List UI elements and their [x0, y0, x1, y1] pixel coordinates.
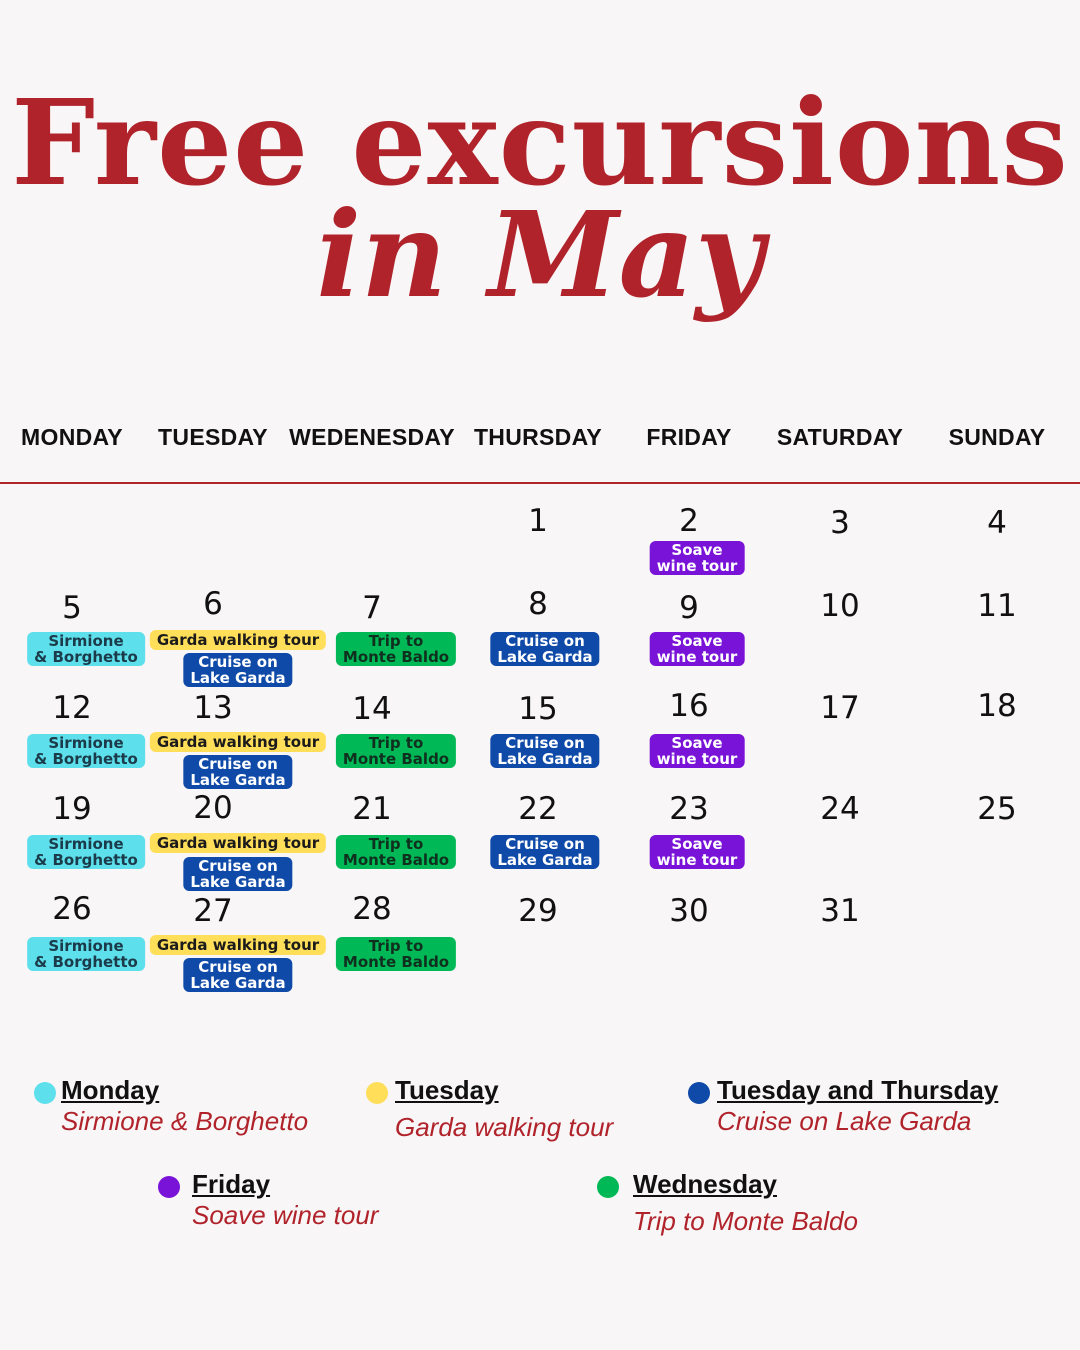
tag-cruise-lake-garda[interactable] [490, 734, 599, 768]
tag-line: Trip to [368, 632, 424, 650]
tag-line: Lake Garda [190, 974, 286, 992]
title-line-1: Free excursions [11, 73, 1069, 212]
legend-tue-thu-tour: Cruise on Lake Garda [717, 1106, 972, 1136]
weekday-sunday: SUNDAY [948, 424, 1046, 450]
tag-sirmione-borghetto[interactable] [27, 937, 145, 971]
day-number: 4 [987, 505, 1007, 541]
day-number: 28 [352, 891, 392, 927]
weekday-thursday: THURSDAY [473, 424, 603, 450]
tag-line: wine tour [656, 750, 738, 768]
tag-line: & Borghetto [34, 648, 138, 666]
weekday-saturday: SATURDAY [776, 424, 904, 450]
tag-line: Monte Baldo [342, 648, 450, 666]
legend-monday-title: Monday [61, 1075, 160, 1105]
day-number: 13 [193, 690, 233, 726]
tag-line: wine tour [656, 851, 738, 869]
header-divider [0, 482, 1080, 484]
tag-cruise-lake-garda[interactable] [183, 958, 292, 992]
day-number: 1 [528, 503, 548, 539]
legend-wednesday-tour: Trip to Monte Baldo [633, 1206, 858, 1236]
legend-dot-yellow [366, 1082, 388, 1104]
weekday-friday: FRIDAY [646, 424, 732, 450]
tag-monte-baldo[interactable] [336, 835, 456, 869]
tag-line: & Borghetto [34, 851, 138, 869]
tag-line: Monte Baldo [342, 851, 450, 869]
tag-line: Monte Baldo [342, 953, 450, 971]
day-number: 15 [518, 691, 558, 727]
tag-line: Soave [671, 541, 723, 559]
day-number: 10 [820, 588, 860, 624]
tag-line: Cruise on [505, 835, 585, 853]
tag-line: Monte Baldo [342, 750, 450, 768]
day-number: 2 [679, 503, 699, 539]
tag-garda-walking-tour[interactable] [150, 630, 326, 650]
day-number: 6 [203, 586, 223, 622]
tag-line: Sirmione [48, 835, 124, 853]
day-number: 12 [52, 690, 92, 726]
tag-line: Cruise on [198, 755, 278, 773]
tag-cruise-lake-garda[interactable] [183, 653, 292, 687]
day-number: 17 [820, 690, 860, 726]
tag-cruise-lake-garda[interactable] [490, 632, 599, 666]
tag-line: Cruise on [505, 734, 585, 752]
legend-friday-tour: Soave wine tour [192, 1200, 379, 1230]
day-number: 31 [820, 893, 860, 929]
day-number: 29 [518, 893, 558, 929]
tag-garda-walking-tour[interactable] [150, 833, 326, 853]
tag-line: Soave [671, 835, 723, 853]
tag-line: wine tour [656, 557, 738, 575]
tag-line: & Borghetto [34, 750, 138, 768]
legend-wednesday-title: Wednesday [633, 1169, 778, 1199]
tag-line: Lake Garda [497, 648, 593, 666]
tag-garda-walking-tour[interactable] [150, 732, 326, 752]
tag-monte-baldo[interactable] [336, 937, 456, 971]
day-number: 14 [352, 691, 392, 727]
day-number: 8 [528, 586, 548, 622]
title-line-2: in May [316, 185, 764, 324]
weekday-monday: MONDAY [21, 424, 123, 450]
tag-line: Lake Garda [190, 669, 286, 687]
tag-cruise-lake-garda[interactable] [183, 857, 292, 891]
day-number: 25 [977, 791, 1017, 827]
tag-sirmione-borghetto[interactable] [27, 835, 145, 869]
tag-line: Cruise on [198, 653, 278, 671]
legend-tuesday-tour: Garda walking tour [395, 1112, 614, 1142]
tag-soave-wine-tour[interactable] [650, 835, 745, 869]
tag-line: Garda walking tour [156, 936, 320, 954]
day-number: 7 [362, 590, 382, 626]
weekday-wednesday: WEDENESDAY [289, 424, 455, 450]
tag-line: Garda walking tour [156, 631, 320, 649]
legend-dot-purple [158, 1176, 180, 1198]
tag-line: wine tour [656, 648, 738, 666]
tag-line: Cruise on [505, 632, 585, 650]
day-number: 16 [669, 688, 709, 724]
tag-line: Garda walking tour [156, 834, 320, 852]
day-number: 9 [679, 590, 699, 626]
tag-line: Sirmione [48, 734, 124, 752]
tag-line: Trip to [368, 937, 424, 955]
day-number: 20 [193, 790, 233, 826]
tag-cruise-lake-garda[interactable] [183, 755, 292, 789]
day-number: 26 [52, 891, 92, 927]
day-number: 27 [193, 893, 233, 929]
tag-soave-wine-tour[interactable] [650, 632, 745, 666]
day-number: 21 [352, 791, 392, 827]
legend-tuesday-title: Tuesday [395, 1075, 499, 1105]
legend-dot-green [597, 1176, 619, 1198]
tag-line: Soave [671, 632, 723, 650]
day-number: 23 [669, 791, 709, 827]
day-number: 11 [977, 588, 1017, 624]
day-number: 24 [820, 791, 860, 827]
day-number: 30 [669, 893, 709, 929]
legend-friday-title: Friday [192, 1169, 271, 1199]
tag-sirmione-borghetto[interactable] [27, 632, 145, 666]
day-number: 19 [52, 791, 92, 827]
tag-line: Lake Garda [497, 750, 593, 768]
day-number: 5 [62, 590, 82, 626]
tag-line: Soave [671, 734, 723, 752]
legend-tue-thu-title: Tuesday and Thursday [717, 1075, 999, 1105]
weekday-tuesday: TUESDAY [158, 424, 268, 450]
tag-line: Sirmione [48, 632, 124, 650]
tag-line: Lake Garda [190, 771, 286, 789]
tag-line: Lake Garda [497, 851, 593, 869]
tag-line: & Borghetto [34, 953, 138, 971]
weekday-header [0, 424, 1080, 460]
tag-garda-walking-tour[interactable] [150, 935, 326, 955]
tag-soave-wine-tour[interactable] [650, 541, 745, 575]
legend-dot-cyan [34, 1082, 56, 1104]
tag-line: Garda walking tour [156, 733, 320, 751]
tag-line: Lake Garda [190, 873, 286, 891]
legend-monday-tour: Sirmione & Borghetto [61, 1106, 309, 1136]
legend-dot-navy [688, 1082, 710, 1104]
tag-cruise-lake-garda[interactable] [490, 835, 599, 869]
tag-sirmione-borghetto[interactable] [27, 734, 145, 768]
tag-monte-baldo[interactable] [336, 734, 456, 768]
tag-line: Trip to [368, 734, 424, 752]
tag-line: Cruise on [198, 958, 278, 976]
tag-monte-baldo[interactable] [336, 632, 456, 666]
day-number: 3 [830, 505, 850, 541]
tag-line: Sirmione [48, 937, 124, 955]
tag-soave-wine-tour[interactable] [650, 734, 745, 768]
tag-line: Trip to [368, 835, 424, 853]
tag-line: Cruise on [198, 857, 278, 875]
day-number: 22 [518, 791, 558, 827]
day-number: 18 [977, 688, 1017, 724]
